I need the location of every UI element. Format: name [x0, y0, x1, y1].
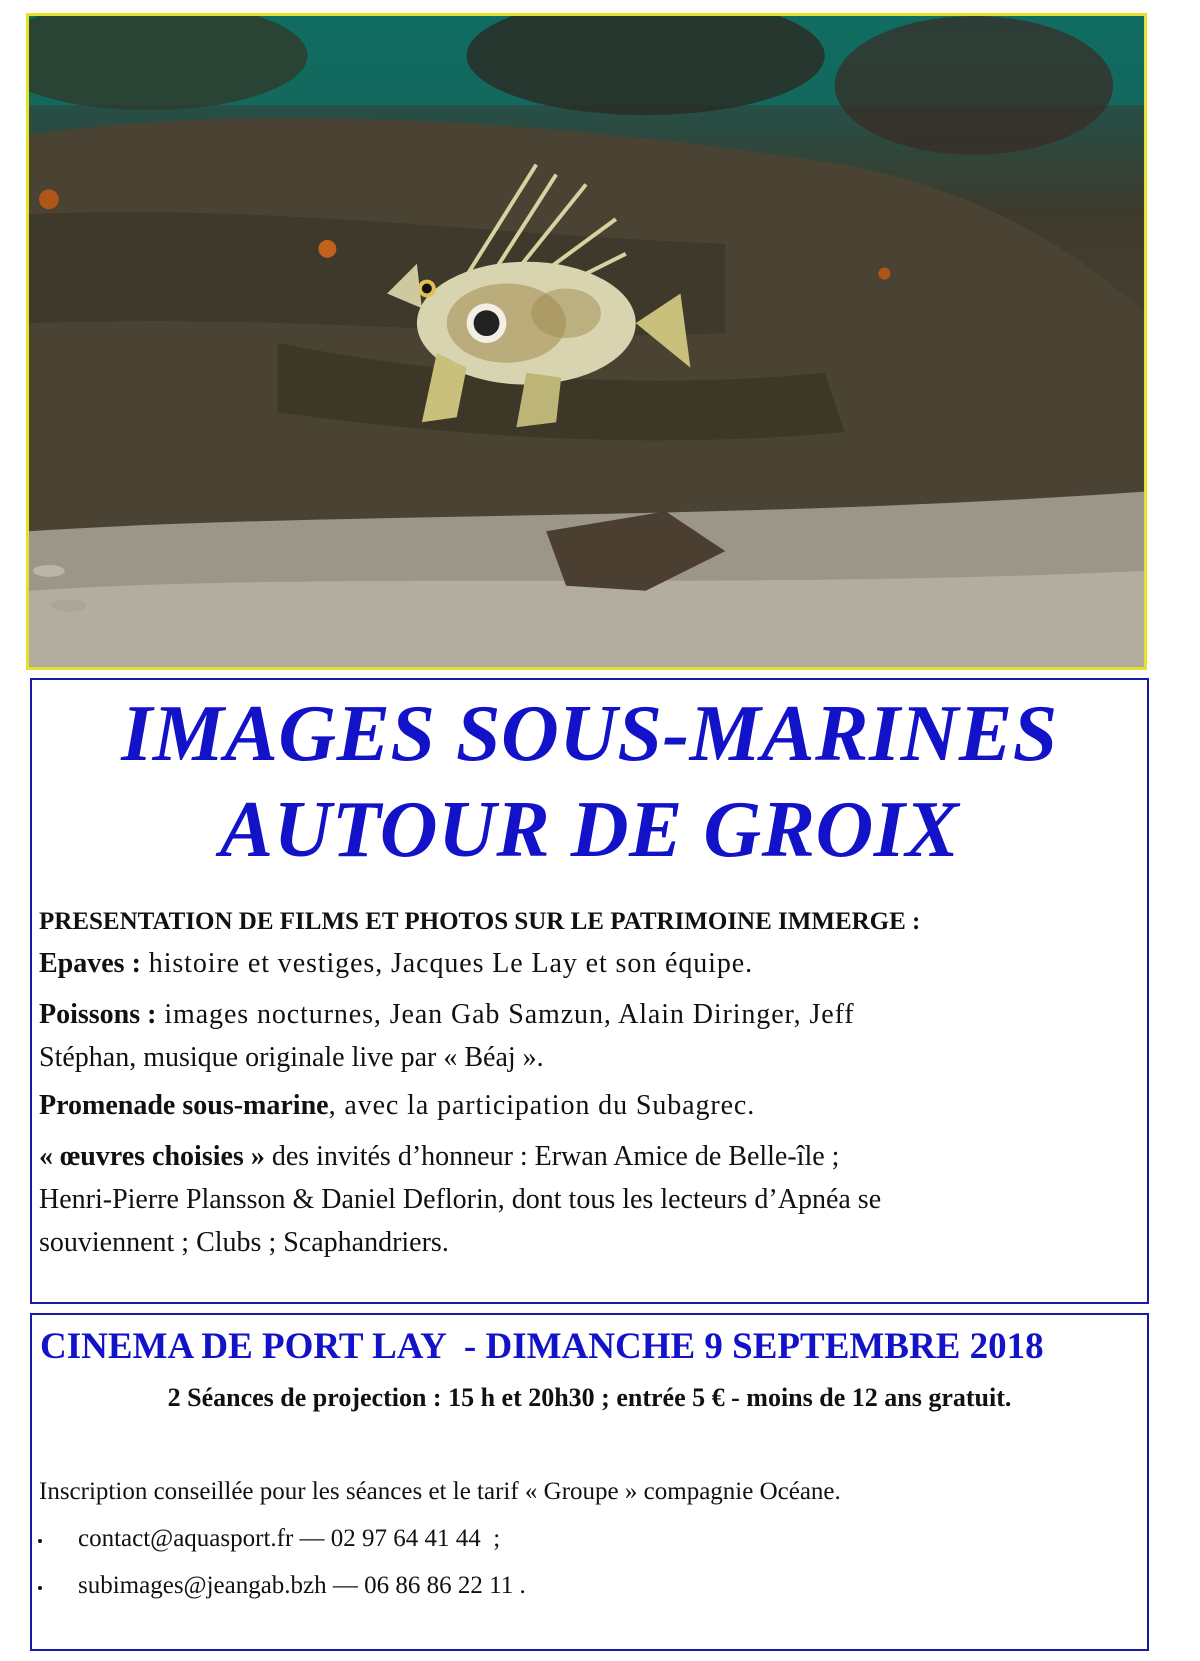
title-line-2: AUTOUR DE GROIX: [219, 786, 960, 874]
oeuvres-label: « œuvres choisies »: [39, 1141, 265, 1172]
cinema-info-box: [30, 1313, 1149, 1651]
oeuvres-text-2: Henri-Pierre Plansson & Daniel Deflorin, dont tous les lecteurs d’Apnéa se: [39, 1184, 882, 1215]
epaves-paragraph: [39, 942, 1129, 985]
promenade-label: Promenade sous-marine: [39, 1090, 329, 1121]
promenade-paragraph: [39, 1084, 1129, 1127]
event-info-box: [30, 678, 1149, 1304]
oeuvres-paragraph: [39, 1135, 1129, 1264]
session-times: 2 Séances de projection : 15 h et 20h30 ; entrée 5 € - moins de 12 ans gratuit.: [167, 1383, 1012, 1412]
poissons-text-2: Stéphan, musique originale live par « Béaj ».: [39, 1042, 544, 1073]
fish-icon: [29, 16, 1144, 667]
oeuvres-text-1: des invités d’honneur : Erwan Amice de Belle-île ;: [264, 1141, 840, 1172]
epaves-label: Epaves :: [39, 948, 141, 979]
cinema-title: CINEMA DE PORT LAY - DIMANCHE 9 SEPTEMBRE 2018: [40, 1326, 1044, 1367]
promenade-text: , avec la participation du Subagrec.: [328, 1090, 756, 1121]
underwater-photo: [26, 13, 1147, 670]
contact-aquasport: contact@aquasport.fr — 02 97 64 41 44 ;: [78, 1525, 501, 1552]
oeuvres-text-3: souviennent ; Clubs ; Scaphandriers.: [39, 1227, 449, 1258]
poissons-paragraph: [39, 993, 1129, 1079]
registration-note: Inscription conseillée pour les séances et le tarif « Groupe » compagnie Océane.: [39, 1478, 841, 1505]
poissons-text-1: images nocturnes, Jean Gab Samzun, Alain Diringer, Jeff: [156, 999, 855, 1030]
epaves-text: histoire et vestiges, Jacques Le Lay et son équipe.: [140, 948, 753, 979]
contact-subimages: subimages@jeangab.bzh — 06 86 86 22 11 .: [78, 1572, 526, 1599]
poissons-label: Poissons :: [39, 999, 157, 1030]
bullet-icon: [38, 1586, 42, 1590]
bullet-icon: [38, 1539, 42, 1543]
presentation-heading: PRESENTATION DE FILMS ET PHOTOS SUR LE PATRIMOINE IMMERGE :: [39, 908, 921, 935]
title-line-1: IMAGES SOUS-MARINES: [121, 690, 1058, 778]
